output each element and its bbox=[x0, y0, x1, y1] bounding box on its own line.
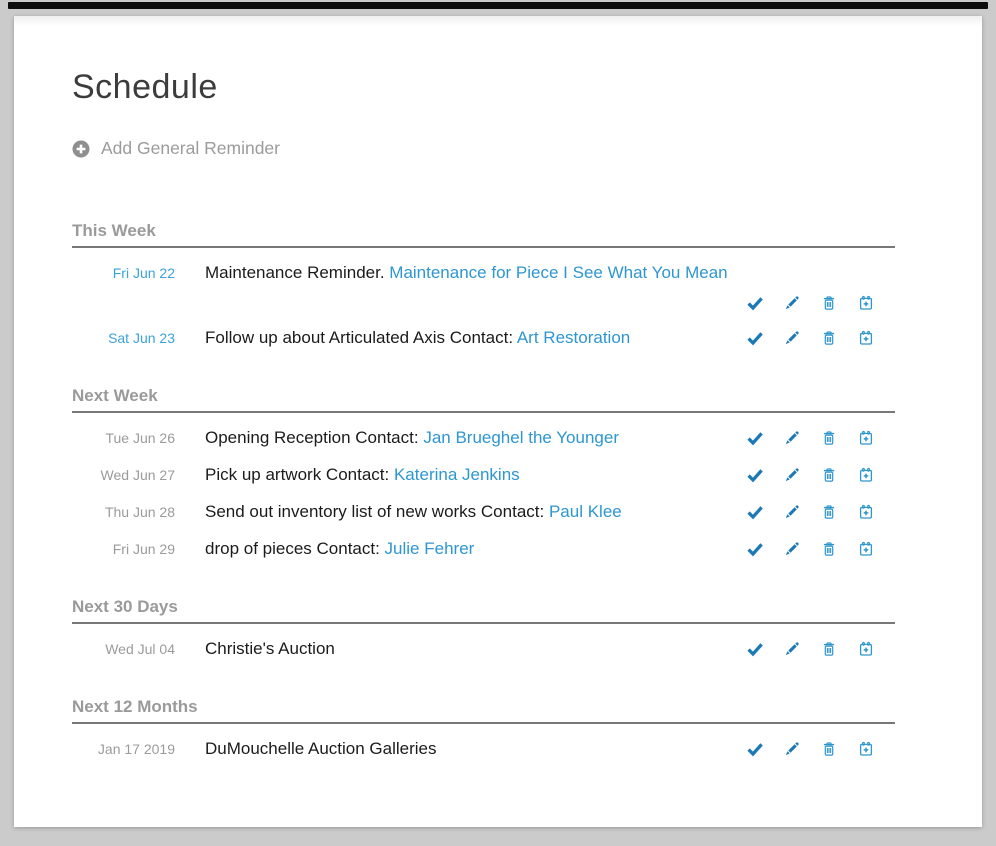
check-icon bbox=[747, 541, 763, 557]
delete-button[interactable] bbox=[821, 330, 837, 346]
schedule-row bbox=[72, 419, 895, 456]
row-actions bbox=[747, 467, 874, 483]
row-date: Wed Jul 04 bbox=[105, 641, 175, 657]
row-actions bbox=[747, 641, 874, 657]
row-date: Thu Jun 28 bbox=[104, 504, 175, 520]
calendar-add-button[interactable] bbox=[858, 504, 874, 520]
check-icon bbox=[747, 641, 763, 657]
plus-circle-icon bbox=[72, 140, 90, 158]
schedule-row bbox=[72, 319, 895, 356]
row-actions bbox=[747, 741, 874, 757]
edit-button[interactable] bbox=[784, 641, 800, 657]
section-next-30-days bbox=[72, 597, 895, 667]
schedule-row bbox=[72, 493, 895, 530]
row-actions bbox=[747, 430, 874, 446]
calendar-add-button[interactable] bbox=[858, 330, 874, 346]
row-link[interactable]: Maintenance for Piece I See What You Mean bbox=[389, 263, 728, 282]
section-title: Next 12 Months bbox=[72, 697, 895, 724]
calendar-add-button[interactable] bbox=[858, 430, 874, 446]
calendar-add-button[interactable] bbox=[858, 541, 874, 557]
schedule-row bbox=[72, 630, 895, 667]
delete-button[interactable] bbox=[821, 467, 837, 483]
row-link[interactable]: Katerina Jenkins bbox=[393, 465, 520, 484]
row-text: drop of pieces Contact: bbox=[205, 539, 385, 558]
row-actions bbox=[72, 295, 874, 311]
window-top-edge bbox=[8, 2, 988, 9]
calendar-add-icon bbox=[858, 330, 874, 346]
row-description bbox=[205, 262, 895, 283]
section-title: Next 30 Days bbox=[72, 597, 895, 624]
section-next-week bbox=[72, 386, 895, 567]
delete-button[interactable] bbox=[821, 504, 837, 520]
delete-button[interactable] bbox=[821, 430, 837, 446]
calendar-add-icon bbox=[858, 504, 874, 520]
calendar-add-button[interactable] bbox=[858, 295, 874, 311]
row-text: Follow up about Articulated Axis Contact: bbox=[205, 328, 517, 347]
check-icon bbox=[747, 330, 763, 346]
row-description bbox=[205, 327, 747, 348]
row-date: Fri Jun 29 bbox=[112, 541, 175, 557]
edit-button[interactable] bbox=[784, 295, 800, 311]
row-link[interactable]: Julie Fehrer bbox=[384, 539, 475, 558]
edit-button[interactable] bbox=[784, 541, 800, 557]
delete-button[interactable] bbox=[821, 641, 837, 657]
row-link[interactable]: Art Restoration bbox=[516, 328, 631, 347]
row-actions bbox=[747, 541, 874, 557]
pencil-icon bbox=[784, 741, 800, 757]
calendar-add-icon bbox=[858, 541, 874, 557]
row-link[interactable]: Paul Klee bbox=[548, 502, 622, 521]
check-icon bbox=[747, 430, 763, 446]
row-description bbox=[205, 464, 747, 485]
row-description bbox=[205, 538, 747, 559]
pencil-icon bbox=[784, 504, 800, 520]
row-text: Send out inventory list of new works Contact: bbox=[205, 502, 549, 521]
schedule-row bbox=[72, 730, 895, 767]
row-text: Christie's Auction bbox=[205, 639, 335, 658]
edit-button[interactable] bbox=[784, 741, 800, 757]
row-actions bbox=[747, 330, 874, 346]
schedule-sections bbox=[72, 221, 895, 767]
calendar-add-icon bbox=[858, 295, 874, 311]
complete-button[interactable] bbox=[747, 295, 763, 311]
complete-button[interactable] bbox=[747, 641, 763, 657]
complete-button[interactable] bbox=[747, 741, 763, 757]
trash-icon bbox=[821, 330, 837, 346]
edit-button[interactable] bbox=[784, 467, 800, 483]
schedule-row bbox=[72, 530, 895, 567]
row-text: Maintenance Reminder. bbox=[205, 263, 390, 282]
pencil-icon bbox=[784, 430, 800, 446]
edit-button[interactable] bbox=[784, 330, 800, 346]
trash-icon bbox=[821, 430, 837, 446]
calendar-add-icon bbox=[858, 641, 874, 657]
check-icon bbox=[747, 467, 763, 483]
row-link[interactable]: Jan Brueghel the Younger bbox=[423, 428, 619, 447]
row-date: Fri Jun 22 bbox=[112, 265, 175, 281]
pencil-icon bbox=[784, 330, 800, 346]
edit-button[interactable] bbox=[784, 430, 800, 446]
trash-icon bbox=[821, 295, 837, 311]
row-text: Pick up artwork Contact: bbox=[205, 465, 394, 484]
check-icon bbox=[747, 295, 763, 311]
row-date: Tue Jun 26 bbox=[105, 430, 175, 446]
schedule-panel bbox=[14, 16, 982, 827]
row-date: Jan 17 2019 bbox=[97, 741, 175, 757]
edit-button[interactable] bbox=[784, 504, 800, 520]
row-text: DuMouchelle Auction Galleries bbox=[205, 739, 437, 758]
delete-button[interactable] bbox=[821, 295, 837, 311]
section-title: This Week bbox=[72, 221, 895, 248]
delete-button[interactable] bbox=[821, 741, 837, 757]
pencil-icon bbox=[784, 467, 800, 483]
row-text: Opening Reception Contact: bbox=[205, 428, 424, 447]
trash-icon bbox=[821, 741, 837, 757]
schedule-row bbox=[72, 456, 895, 493]
schedule-row bbox=[72, 254, 895, 319]
row-date: Sat Jun 23 bbox=[108, 330, 175, 346]
row-description bbox=[205, 738, 747, 759]
calendar-add-icon bbox=[858, 430, 874, 446]
calendar-add-button[interactable] bbox=[858, 641, 874, 657]
complete-button[interactable] bbox=[747, 541, 763, 557]
section-next-12-months bbox=[72, 697, 895, 767]
row-description bbox=[205, 501, 747, 522]
row-actions bbox=[747, 504, 874, 520]
row-description bbox=[205, 638, 747, 659]
trash-icon bbox=[821, 467, 837, 483]
trash-icon bbox=[821, 641, 837, 657]
row-description bbox=[205, 427, 747, 448]
trash-icon bbox=[821, 504, 837, 520]
complete-button[interactable] bbox=[747, 504, 763, 520]
trash-icon bbox=[821, 541, 837, 557]
complete-button[interactable] bbox=[747, 330, 763, 346]
check-icon bbox=[747, 504, 763, 520]
pencil-icon bbox=[784, 641, 800, 657]
section-title: Next Week bbox=[72, 386, 895, 413]
calendar-add-button[interactable] bbox=[858, 467, 874, 483]
pencil-icon bbox=[784, 295, 800, 311]
complete-button[interactable] bbox=[747, 430, 763, 446]
page-title: Schedule bbox=[72, 68, 218, 106]
calendar-add-icon bbox=[858, 741, 874, 757]
calendar-add-icon bbox=[858, 467, 874, 483]
calendar-add-button[interactable] bbox=[858, 741, 874, 757]
add-general-reminder-label: Add General Reminder bbox=[101, 138, 280, 158]
section-this-week bbox=[72, 221, 895, 356]
complete-button[interactable] bbox=[747, 467, 763, 483]
delete-button[interactable] bbox=[821, 541, 837, 557]
add-general-reminder-button[interactable] bbox=[72, 138, 280, 159]
pencil-icon bbox=[784, 541, 800, 557]
row-date: Wed Jun 27 bbox=[100, 467, 175, 483]
check-icon bbox=[747, 741, 763, 757]
